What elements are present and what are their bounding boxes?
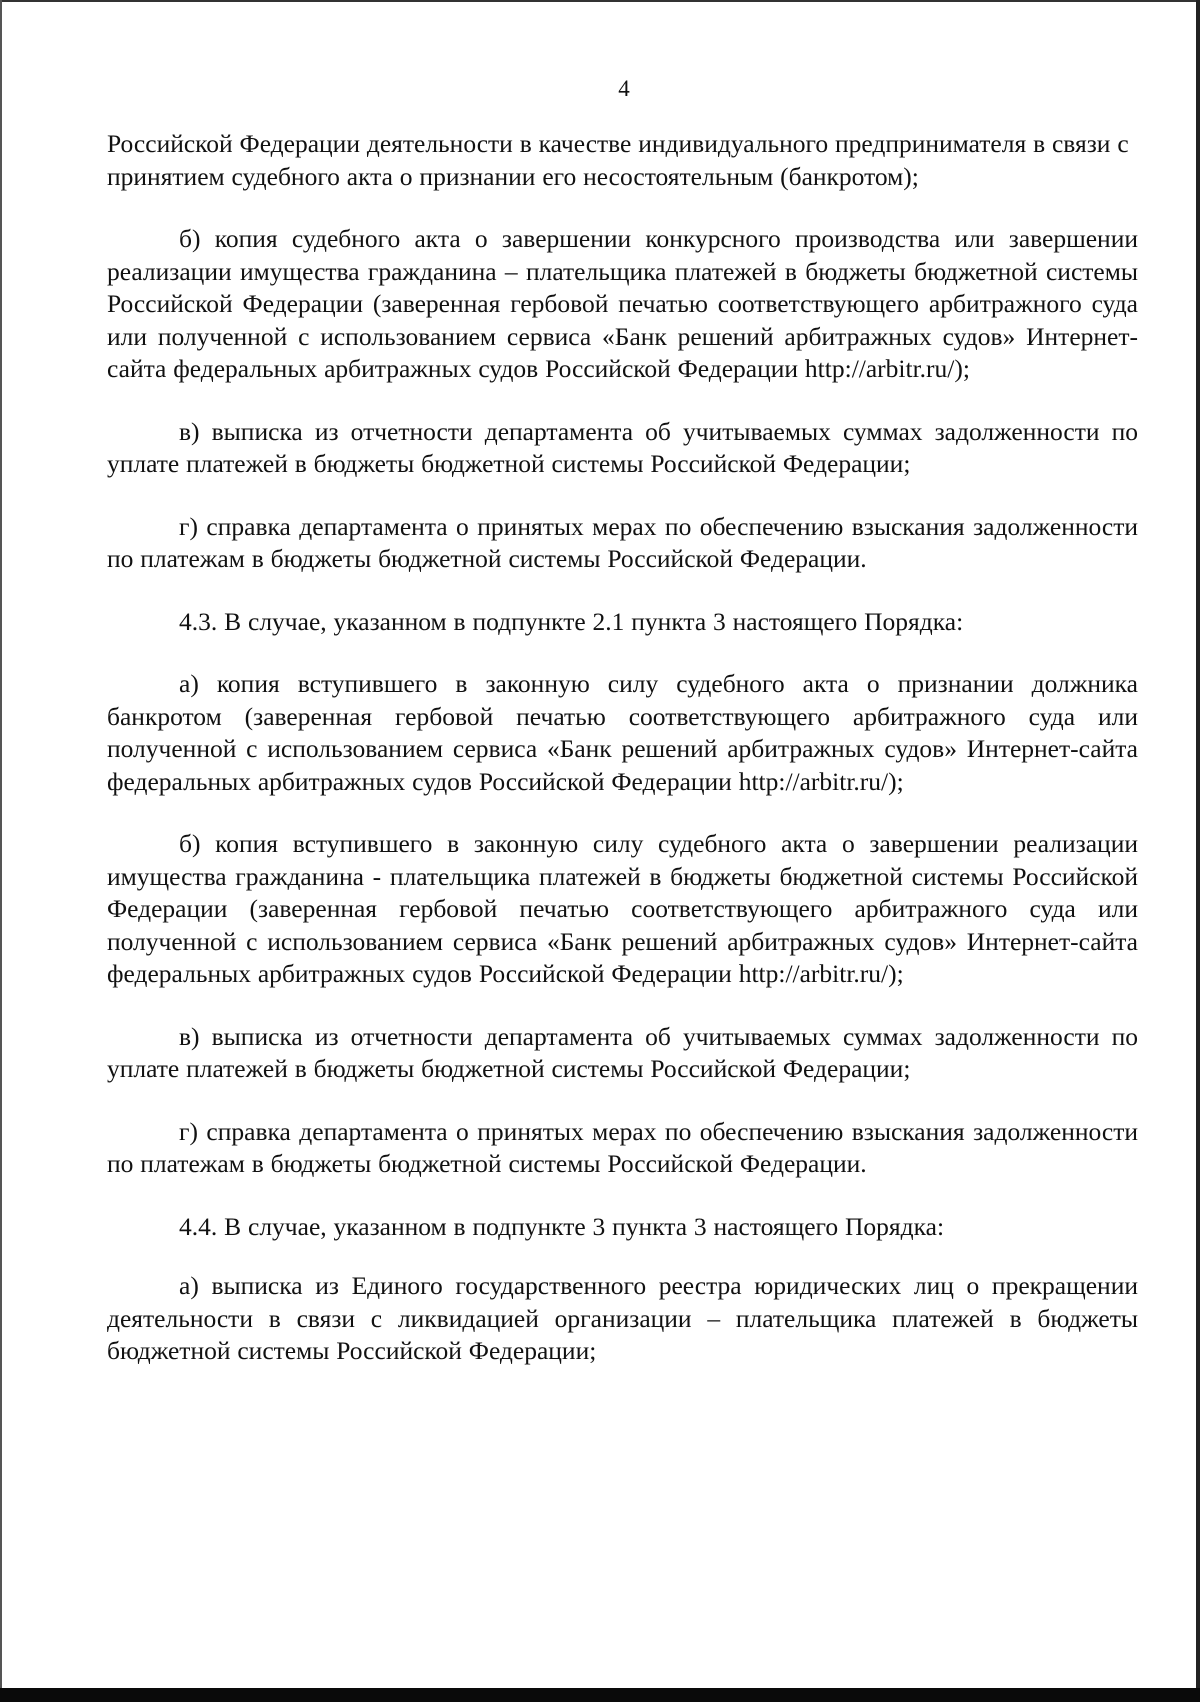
scan-border-left (0, 0, 2, 1702)
paragraph-4-2-g: г) справка департамента о принятых мерах по обеспечению взыскания задолженности по платежам в бюджеты бюджетной системы Российской Федерации. (107, 511, 1138, 573)
document-body (107, 128, 1138, 1398)
paragraph-4-2-b: б) копия судебного акта о завершении конкурсного производства или завершении реализации имущества гражданина – плательщика платежей в бюджеты бюджетной системы Российской Федерации (заверенная гербовой печатью соответствующего арбитражного суда или полученной с использованием сервиса «Банк решений арбитражных судов» Интернет-сайта федеральных арбитражных судов Российской Федерации http://arbitr.ru/); (107, 224, 1138, 383)
scan-border-right (1196, 0, 1200, 1702)
scan-border-top (0, 0, 1200, 2)
page-number: 4 (618, 76, 630, 101)
paragraph-4-3-v: в) выписка из отчетности департамента об учитываемых суммах задолженности по уплате платежей в бюджеты бюджетной системы Российской Федерации; (107, 1021, 1138, 1083)
paragraph-4-2-v: в) выписка из отчетности департамента об учитываемых суммах задолженности по уплате платежей в бюджеты бюджетной системы Российской Федерации; (107, 416, 1138, 478)
paragraph-4-3-b: б) копия вступившего в законную силу судебного акта о завершении реализации имущества гражданина - плательщика платежей в бюджеты бюджетной системы Российской Федерации (заверенная гербовой печатью соответствующего арбитражного суда или полученной с использованием сервиса «Банк решений арбитражных судов» Интернет-сайта федеральных арбитражных судов Российской Федерации http://arbitr.ru/); (107, 829, 1138, 988)
section-heading-4-3: 4.3. В случае, указанном в подпункте 2.1 пункта 3 настоящего Порядка: (179, 606, 964, 636)
paragraph-4-3-a: а) копия вступившего в законную силу судебного акта о признании должника банкротом (заверенная гербовой печатью соответствующего арбитражного суда или полученной с использованием сервиса «Банк решений арбитражных судов» Интернет-сайта федеральных арбитражных судов Российской Федерации http://arbitr.ru/); (107, 669, 1138, 796)
paragraph-4-4-a: а) выписка из Единого государственного реестра юридических лиц о прекращении деятельности в связи с ликвидацией организации – плательщика платежей в бюджеты бюджетной системы Российской Федерации; (107, 1271, 1138, 1365)
paragraph-4-3-g: г) справка департамента о принятых мерах по обеспечению взыскания задолженности по платежам в бюджеты бюджетной системы Российской Федерации. (107, 1116, 1138, 1178)
paragraph-continuation: Российской Федерации деятельности в качестве индивидуального предпринимателя в связи с принятием судебного акта о признании его несостоятельным (банкротом); (107, 129, 1129, 191)
section-heading-4-4: 4.4. В случае, указанном в подпункте 3 пункта 3 настоящего Порядка: (179, 1211, 945, 1241)
scan-border-bottom (0, 1688, 1200, 1702)
